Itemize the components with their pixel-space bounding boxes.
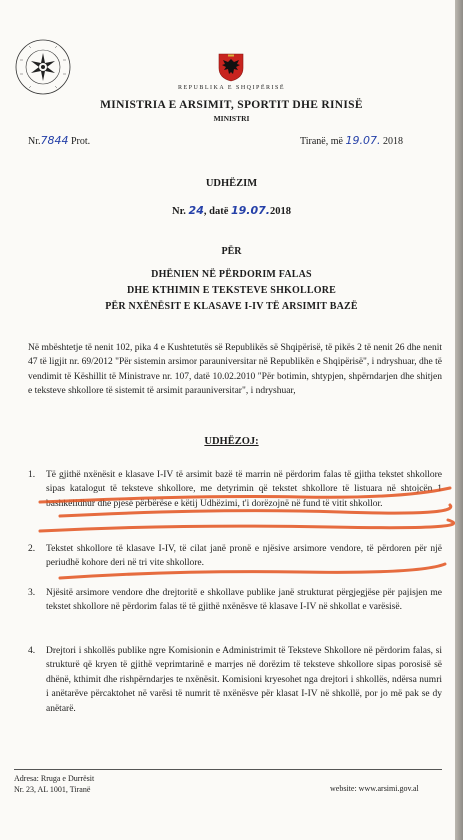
list-item	[28, 644, 442, 716]
item-number: 4.	[28, 646, 36, 656]
list-item	[28, 468, 442, 511]
date-handwritten: 19.07.	[230, 204, 270, 217]
footer-website: website: www.arsimi.gov.al	[330, 784, 419, 793]
prot-handwritten-number: 7844	[40, 134, 69, 147]
instruction-number	[0, 204, 463, 217]
subject-line-1: DHËNIEN NË PËRDORIM FALAS	[151, 269, 312, 280]
protocol-number	[28, 134, 90, 147]
minister-title: MINISTRI	[213, 114, 250, 123]
republic-heading: REPUBLIKA E SHQIPËRISË	[177, 85, 285, 91]
item-text: Njësitë arsimore vendore dhe drejtoritë e shkollave publike janë strukturat përgjegjëse për pajisjen me tekstet shkollore në përdorim falas të të gjithë nxënësve të klasave I-IV në shkollat e varësisë.	[46, 588, 442, 613]
footer-address	[14, 773, 94, 795]
date-year: 2018	[269, 206, 291, 217]
place-year: 2018	[382, 136, 403, 147]
subject-line-3: PËR NXËNËSIT E KLASAVE I-IV TË ARSIMIT BAZË	[105, 301, 358, 312]
preamble-paragraph: Në mbështetje të nenit 102, pika 4 e Kushtetutës së Republikës së Shqipërisë, të pikës 2 të nenit 26 dhe nenit 47 të ligjit nr. 69/2012 "Për sistemin arsimor parauniversitar në Republikën e Shqipërisë", i ndryshuar, dhe të vendimit të Këshillit të Ministrave nr. 107, datë 10.02.2010 "Për botimin, shtypjen, shpërndarjen dhe shitjen e teksteve shkollore të sistemit të arsimit parauniversitar", i ndryshuar,	[28, 343, 442, 397]
document-title: UDHËZIM	[205, 178, 258, 189]
albanian-eagle-emblem-icon	[216, 52, 246, 82]
handwritten-date: 19.07.	[345, 134, 381, 147]
subject-line-2: DHE KTHIMIN E TEKSTEVE SHKOLLORE	[126, 285, 337, 296]
list-item	[28, 542, 442, 571]
subject-per: PËR	[221, 246, 242, 257]
item-text: Të gjithë nxënësit e klasave I-IV të arsimit bazë të marrin në përdorim falas të gjitha tekstet shkollore sipas katalogut të teksteve shkollore, me detyrimin që tekstet shkollore të listuara në shtojcën 1 bashkëlidhur dhe pjesë përbërëse e këtij Udhëzimi, t'i dorëzojnë në fund të vitit shkollor.	[46, 470, 442, 509]
item-text: Drejtori i shkollës publike ngre Komisionin e Administrimit të Teksteve Shkollore në përdorim falas, si strukturë që kryen të gjithë veprimtarinë e marrjes në dorëzim të teksteve shkollore sipas porosisë së dhënë, kthimit dhe rishpërndarjes te nxënësit. Komisioni kryesohet nga drejtori i shkollës, ndërsa numri i anëtarëve përcaktohet në varësi të numrit të nxënësve për klasat I-IV në shkollë, por jo më pak se dy anëtarë.	[46, 646, 442, 714]
list-item	[28, 586, 442, 615]
item-text: Tekstet shkollore të klasave I-IV, të cilat janë pronë e njësive arsimore vendore, të përdoren për një periudhë kohore deri në tri vite shkollore.	[46, 544, 442, 569]
address-line-2: Nr. 23, AL 1001, Tiranë	[14, 785, 91, 794]
place-date	[300, 134, 403, 147]
nr-handwritten: 24	[188, 204, 204, 217]
address-line-1: Adresa: Rruga e Durrësit	[14, 774, 95, 783]
footer-divider	[14, 769, 442, 770]
udhezoj-heading: UDHËZOJ:	[204, 436, 259, 447]
nr-prefix: Nr.	[172, 206, 186, 217]
item-number: 2.	[28, 544, 36, 554]
page-edge-shadow	[455, 0, 463, 840]
prot-prefix: Nr.	[28, 136, 41, 147]
prot-suffix: Prot.	[71, 136, 91, 147]
item-number: 1.	[28, 470, 36, 480]
place-prefix: Tiranë, më	[300, 136, 343, 147]
date-label: , datë	[203, 206, 229, 217]
ministry-name: MINISTRIA E ARSIMIT, SPORTIT DHE RINISË	[100, 99, 363, 111]
item-number: 3.	[28, 588, 36, 598]
marker-underline	[40, 520, 454, 531]
